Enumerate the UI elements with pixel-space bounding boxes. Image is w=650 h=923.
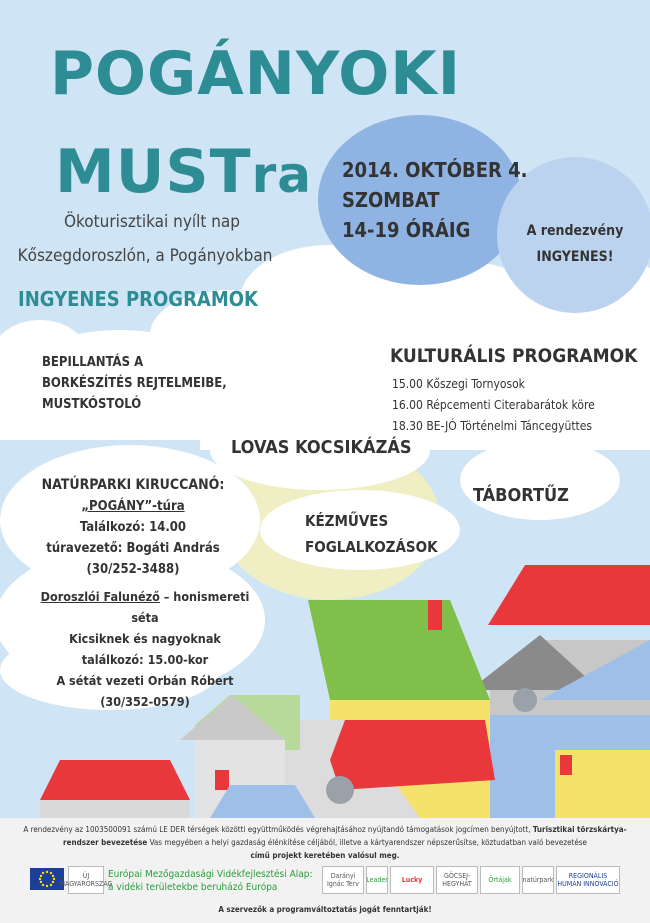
event-date: [342, 155, 527, 245]
village-walk-line-3: találkozó: 15.00-kor: [81, 652, 209, 667]
village-walk: [30, 586, 260, 712]
logo-leader: Leader: [366, 866, 388, 894]
free-badge-line-1: A rendezvény: [526, 223, 624, 239]
eu-text-1: Európai Mezőgazdasági Vidékfejlesztési Alap:: [108, 869, 313, 880]
nature-trip-heading: NATÚRPARKI KIRUCCANÓ:: [41, 477, 225, 493]
horse-carriage: LOVAS KOCSIKÁZÁS: [231, 437, 412, 458]
cultural-item-3: 18.30 BE-JÓ Történelmi Táncegyüttes: [392, 419, 593, 433]
crafts-line-1: KÉZMŰVES: [305, 512, 389, 530]
free-programs-heading: INGYENES PROGRAMOK: [18, 287, 258, 311]
winemaking-line-3: MUSTKÓSTOLÓ: [42, 397, 142, 412]
footer-text: [6, 823, 644, 862]
logo-lucky: Lucky: [390, 866, 434, 894]
logo-daranyi: Darányi Ignác Terv: [322, 866, 364, 894]
village-walk-line-4: A sétát vezeti Orbán Róbert: [56, 673, 234, 688]
village-walk-heading: [30, 586, 260, 628]
free-badge-line-2: INGYENES!: [536, 249, 614, 265]
nature-trip: [18, 475, 248, 580]
title-line-1: POGÁNYOKI: [50, 39, 462, 109]
eu-text-2: a vidéki területekbe beruházó Európa: [108, 882, 278, 893]
nature-trip-phone: (30/252-3488): [86, 562, 180, 577]
disclaimer: A szervezők a programváltoztatás jogát fenntartják!: [218, 905, 432, 914]
subtitle-1: Ökoturisztikai nyílt nap: [63, 212, 240, 232]
crafts-program: [305, 508, 438, 560]
village-walk-line-2: Kicsiknek és nagyoknak: [69, 631, 221, 646]
date-line-2: SZOMBAT: [342, 188, 440, 212]
eu-text: [108, 868, 312, 894]
footer-text-1b: Turisztikai törzskártya-: [532, 825, 627, 834]
footer-text-2b: Vas megyében a helyi gazdaság élénkítése céljából, illetve a kártyarendszer népszerűsítse, köztudatban való bevezetése: [147, 838, 587, 847]
footer-text-2a: rendszer bevezetése: [63, 838, 148, 847]
logo-regionalis: REGIONÁLIS HUMÁN INNOVÁCIÓ: [556, 866, 620, 894]
logo-ortajak: Őrtájak: [480, 866, 520, 894]
cultural-item-1: 15.00 Kőszegi Tornyosok: [392, 377, 525, 391]
nature-trip-meeting: Találkozó: 14.00: [79, 520, 187, 535]
date-line-3: 14-19 ÓRÁIG: [342, 218, 471, 242]
cultural-list: [392, 374, 595, 437]
footer-text-3: című projekt keretében valósul meg.: [250, 851, 400, 860]
winemaking-line-2: BORKÉSZÍTÉS REJTELMEIBE,: [42, 376, 227, 391]
village-walk-phone: (30/352-0579): [100, 694, 190, 709]
winemaking-line-1: BEPILLANTÁS A: [42, 355, 144, 370]
footer-text-1: A rendezvény az 1003500091 számú LE DER térségek közötti együttműködés végrehajtásához nyújtandó támogatások jogcímen benyújtott,: [23, 825, 531, 834]
date-line-1: 2014. OKTÓBER 4.: [342, 158, 528, 182]
logo-gocsej: GÖCSEJ-HEGYHÁT: [436, 866, 478, 894]
logo-naturpark: natúrpark: [522, 866, 554, 894]
free-badge: [510, 218, 640, 270]
village-walk-heading-a: Doroszlói Falunéző: [40, 589, 160, 604]
logo-uj-magyarorszag: ÚJ MAGYARORSZÁG: [68, 866, 104, 894]
crafts-line-2: FOGLALKOZÁSOK: [305, 538, 438, 556]
title-ra: ra: [251, 146, 312, 204]
cultural-item-2: 16.00 Répcementi Citerabarátok köre: [392, 398, 595, 412]
subtitle-2: Kőszegdoroszlón, a Pogányokban: [17, 246, 273, 266]
village-walk-heading-b: – honismereti séta: [131, 589, 250, 625]
title-must: MUST: [55, 137, 252, 207]
cultural-heading: KULTURÁLIS PROGRAMOK: [390, 345, 638, 367]
nature-trip-guide: túravezető: Bogáti András: [46, 541, 220, 556]
winemaking-program: [42, 352, 227, 415]
bonfire: TÁBORTŰZ: [473, 485, 569, 506]
nature-trip-name: „POGÁNY”-túra: [81, 499, 185, 514]
title-line-2: [55, 138, 312, 209]
